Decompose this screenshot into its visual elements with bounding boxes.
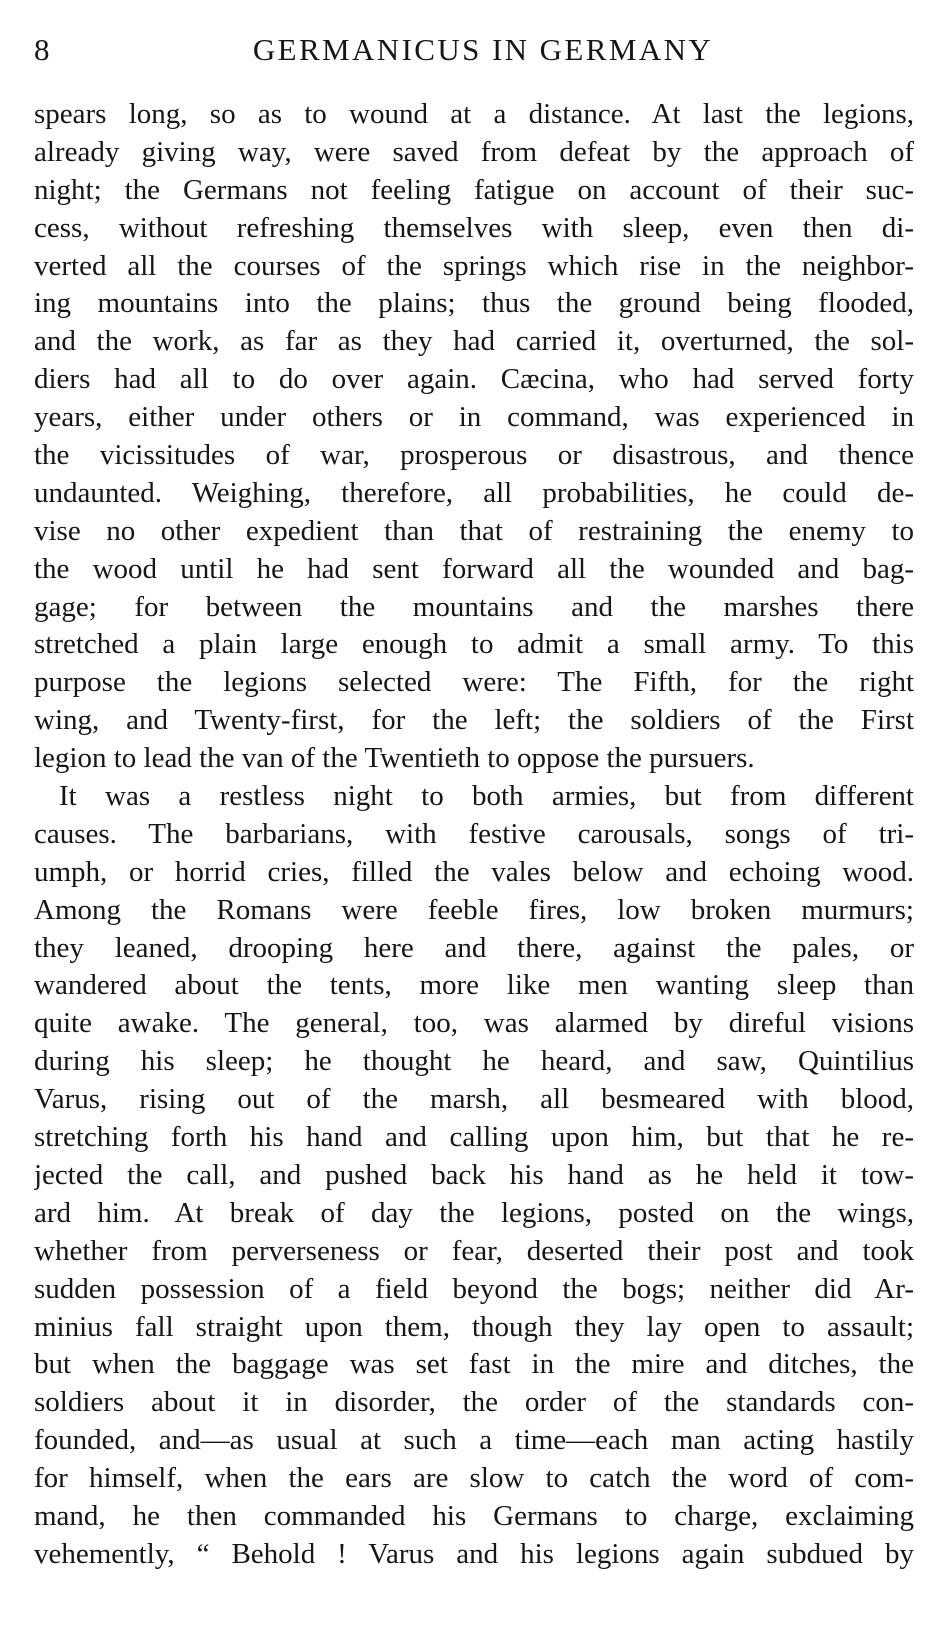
text-line: whether from perverseness or fear, deserted their post and took [34,1234,914,1267]
text-line: stretched a plain large enough to admit a small army. To this [34,628,914,661]
text-line: quite awake. The general, too, was alarmed by direful visions [34,1007,914,1040]
text-line: Among the Romans were feeble fires, low broken murmurs; [34,893,914,926]
text-line: sudden possession of a field beyond the bogs; neither did Ar- [34,1272,914,1305]
text-line: night; the Germans not feeling fatigue on account of their suc- [34,173,914,206]
text-line: already giving way, were saved from defeat by the approach of [34,135,914,168]
running-head [34,30,914,70]
text-line: ing mountains into the plains; thus the ground being flooded, [34,287,914,320]
text-line: and the work, as far as they had carried it, overturned, the sol- [34,325,914,358]
text-line: for himself, when the ears are slow to catch the word of com- [34,1462,914,1495]
text-line: causes. The barbarians, with festive carousals, songs of tri- [34,817,914,850]
text-line: years, either under others or in command, was experienced in [34,401,914,434]
text-line: during his sleep; he thought he heard, and saw, Quintilius [34,1045,914,1078]
text-line: legion to lead the van of the Twentieth to oppose the pursuers. [34,742,755,775]
text-line: ard him. At break of day the legions, posted on the wings, [34,1196,914,1229]
text-line: but when the baggage was set fast in the mire and ditches, the [34,1348,914,1381]
text-line: wing, and Twenty-first, for the left; the soldiers of the First [34,704,914,737]
body-text [34,96,914,1574]
text-line: cess, without refreshing themselves with sleep, even then di- [34,211,914,244]
text-line: soldiers about it in disorder, the order of the standards con- [34,1386,914,1419]
paragraph [34,96,914,778]
text-line: stretching forth his hand and calling upon him, but that he re- [34,1121,914,1154]
text-line: It was a restless night to both armies, but from different [59,780,914,813]
text-line: wandered about the tents, more like men wanting sleep than [34,969,914,1002]
text-line: purpose the legions selected were: The Fifth, for the right [34,666,914,699]
text-line: verted all the courses of the springs which rise in the neighbor- [34,249,914,282]
text-line: minius fall straight upon them, though they lay open to assault; [34,1310,914,1343]
text-line: spears long, so as to wound at a distance. At last the legions, [34,98,914,130]
text-line: undaunted. Weighing, therefore, all probabilities, he could de- [34,476,914,509]
text-line: the vicissitudes of war, prosperous or disastrous, and thence [34,439,914,472]
text-line: vise no other expedient than that of restraining the enemy to [34,514,914,547]
text-line: Varus, rising out of the marsh, all besmeared with blood, [34,1083,914,1116]
paragraph [34,778,914,1574]
text-line: vehemently, “ Behold ! Varus and his legions again subdued by [34,1537,914,1570]
text-line: founded, and—as usual at such a time—each man acting hastily [34,1424,914,1457]
page-number: 8 [34,32,50,67]
text-line: diers had all to do over again. Cæcina, who had served forty [34,363,914,396]
text-line: umph, or horrid cries, filled the vales below and echoing wood. [34,855,914,888]
text-line: mand, he then commanded his Germans to charge, exclaiming [34,1499,914,1532]
text-line: they leaned, drooping here and there, against the pales, or [34,931,914,964]
text-line: the wood until he had sent forward all the wounded and bag- [34,552,914,585]
text-line: jected the call, and pushed back his hand as he held it tow- [34,1158,914,1191]
text-line: gage; for between the mountains and the marshes there [34,590,914,623]
book-title: GERMANICUS IN GERMANY [252,32,714,67]
